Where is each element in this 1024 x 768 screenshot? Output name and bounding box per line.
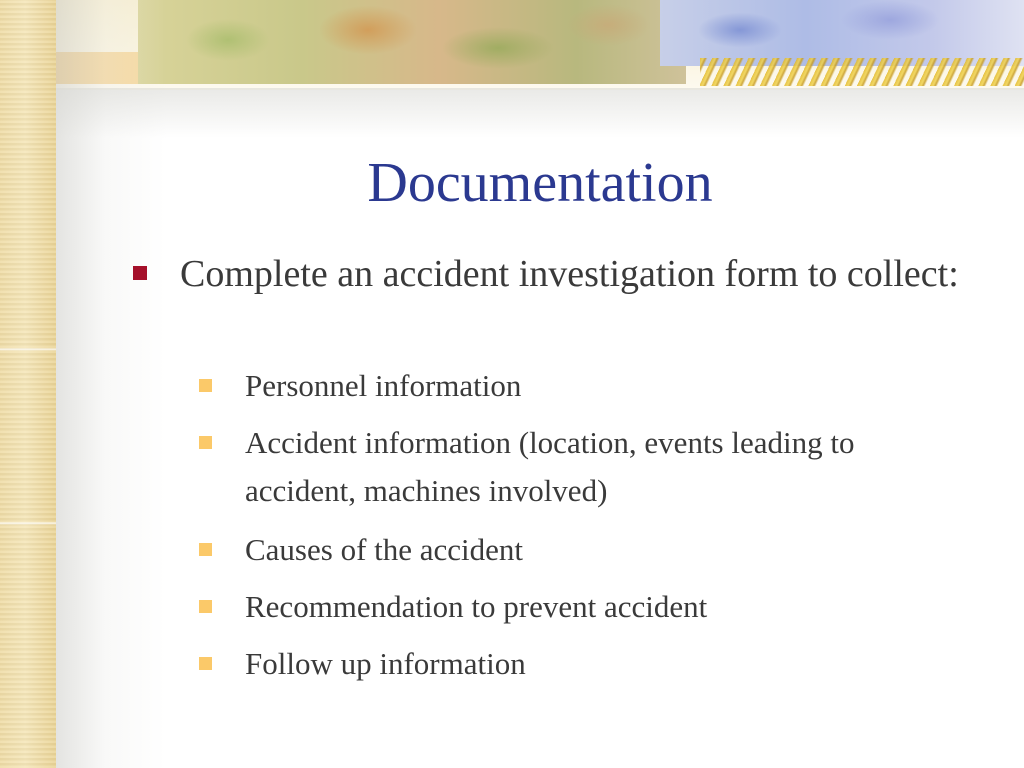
sub-bullet-marker: [199, 436, 212, 449]
banner-grass-image: [700, 58, 1024, 86]
sub-bullet-item: Follow up information: [245, 646, 526, 681]
sub-bullet-marker: [199, 543, 212, 556]
slide-title: Documentation: [367, 152, 713, 214]
sub-bullet-marker: [199, 600, 212, 613]
sub-bullet-item: Recommendation to prevent accident: [245, 589, 708, 624]
banner-leaves-image: [138, 0, 686, 84]
left-parchment-strip: [0, 0, 56, 768]
main-bullet-marker: [133, 266, 147, 280]
main-bullet-text: Complete an accident investigation form to collect:: [180, 253, 959, 295]
sub-bullet-item: Causes of the accident: [245, 532, 524, 567]
sub-bullet-marker: [199, 657, 212, 670]
sub-bullet-marker: [199, 379, 212, 392]
top-shadow: [56, 88, 1024, 138]
sub-bullet-item: Accident information (location, events leading to accident, machines involved): [245, 425, 855, 508]
sub-bullet-item: Personnel information: [245, 368, 522, 403]
banner-blue-image: [660, 0, 1024, 66]
